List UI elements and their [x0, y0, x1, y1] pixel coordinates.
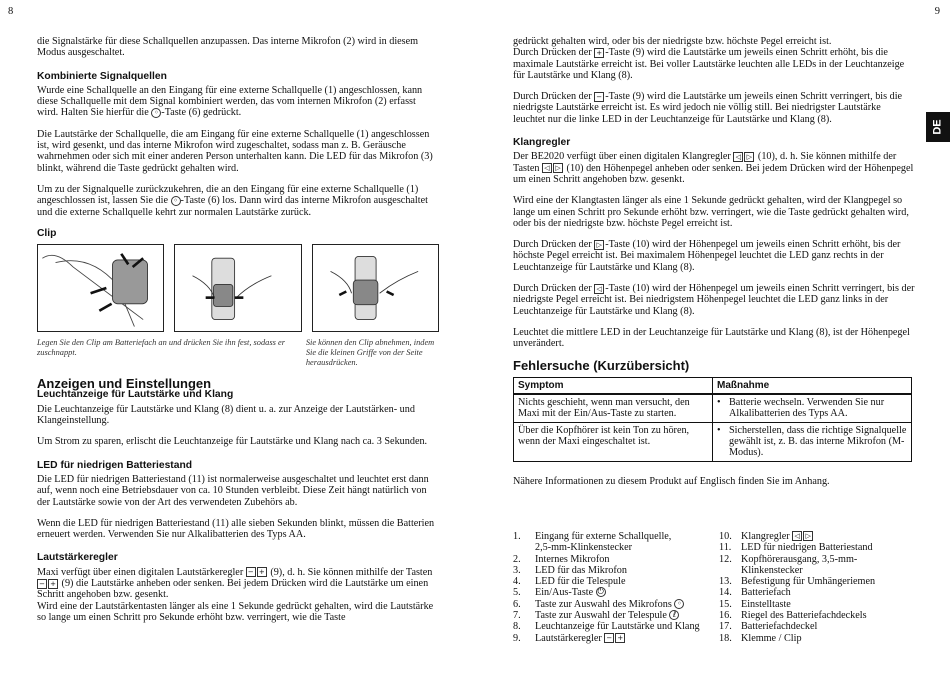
symptom-cell: Über die Kopfhörer ist kein Ton zu hören, wenn der Maxi eingeschaltet ist.	[514, 422, 713, 461]
microphone-icon: ◦	[151, 108, 161, 118]
page-number-right: 9	[934, 6, 940, 17]
page-number-left: 8	[8, 6, 14, 17]
volume-down-icon: −	[604, 633, 614, 643]
volume-up-icon: +	[615, 633, 625, 643]
klang-p1: Der BE2020 verfügt über einen digitalen Klangregler ◁ ▷ (10), d. h. Sie können mithilfe der Tasten ◁ ▷ (10) den Höhenpegel anheben oder senken. Bei jedem Drücken wird der Höhenpegel um einen Schritt angehoben bzw. gesenkt.	[513, 151, 914, 185]
intro-text: die Signalstärke für diese Schallquellen anzupassen. Das interne Mikrofon (2) wird in diesem Modus ausgeschaltet.	[37, 36, 419, 59]
list-item: 13. Befestigung für Umhängeriemen	[719, 576, 876, 588]
list-item: 5. Ein/Aus-Taste ⏻	[513, 587, 604, 599]
microphone-icon: ◦	[171, 196, 181, 206]
subheading-leuchtanzeige: Leuchtanzeige für Lautstärke und Klang	[37, 389, 234, 401]
list-item: 2. Internes Mikrofon	[513, 553, 610, 565]
list-item: 4. LED für die Telespule	[513, 576, 626, 588]
continued-text: gedrückt gehalten wird, oder bis der niedrigste bzw. höchste Pegel erreicht ist.	[513, 36, 832, 47]
tone-down-icon: ◁	[542, 163, 552, 173]
list-item: 3. LED für das Mikrofon	[513, 564, 627, 576]
klang-p4: Durch Drücken der ◁ -Taste (10) wird der Höhenpegel um jeweils einen Schritt verringert, bis der niedrigste Pegel erreicht ist. Bei niedrigstem Höhenpegel leuchtet die LED ganz links in der Leuchtanzeige für Lautstärke und Klang (8).	[513, 283, 915, 317]
klang-p2: Wird eine der Klangtasten länger als eine 1 Sekunde gedrückt gehalten, wird der Klangpegel so lange um einen Schritt pro Sekunde erhöht bzw. verringert, wie die Taste gedrückt gehalten wird, oder bis der niedrigste bzw. höchste Pegel erreicht ist.	[513, 195, 909, 229]
list-item: 8. Leuchtanzeige für Lautstärke und Klang	[513, 621, 700, 633]
volume-down-icon: −	[37, 579, 47, 589]
right-page	[475, 0, 950, 674]
col-massnahme: Maßnahme	[713, 377, 912, 394]
lautstaerke-p2: Wird eine der Lautstärkentasten länger als eine 1 Sekunde gedrückt gehalten, wird die Lautstärke so lange um einen Schritt pro Sekunde erhöht bzw. verringert, wie die Taste	[37, 600, 434, 623]
tone-up-icon: ▷	[744, 152, 754, 162]
volume-up-icon: +	[48, 579, 58, 589]
clip-illustrations	[37, 244, 439, 332]
clip-press-illustration	[174, 244, 301, 332]
language-tab: DE	[926, 112, 950, 142]
list-item: 14. Batteriefach	[719, 587, 791, 599]
list-item: 15. Einstelltaste	[719, 598, 791, 610]
power-icon: ⏻	[597, 587, 604, 597]
symptom-cell: Nichts geschieht, wenn man versucht, den Maxi mit der Ein/Aus-Taste zu starten.	[514, 394, 713, 422]
parts-list	[513, 531, 915, 644]
led-p2: Wenn die LED für niedrigen Batteriestand (11) alle sieben Sekunden blinkt, müssen die Batterien erneuert werden. Verwenden Sie nur Alkalibatterien des Typs AA.	[37, 517, 435, 541]
clip-remove-illustration	[312, 244, 439, 332]
heading-klang: Klangregler	[513, 137, 571, 149]
minus-paragraph: Durch Drücken der − -Taste (9) wird die Lautstärke um jeweils einen Schritt verringert, bis die niedrigste Lautstärke erreicht ist. Es wird jedoch nie völlig still. Bei niedrigster Lautstärke leuchtet nur die linke LED in der Leuchtanzeige für Lautstärke und Klang (8).	[513, 91, 903, 125]
klang-p5: Leuchtet die mittlere LED in der Leuchtanzeige für Lautstärke und Klang (8), ist der Höhenpegel unverändert.	[513, 326, 910, 350]
tone-up-icon: ▷	[553, 163, 563, 173]
massnahme-cell: • Sicherstellen, dass die richtige Signalquelle gewählt ist, z. B. das interne Mikrofon (M-Modus).	[713, 422, 912, 461]
volume-up-icon: +	[594, 48, 604, 58]
clip-caption-right: Sie können den Clip abnehmen, indem Sie die kleinen Griffe von der Seite herausdrücken.	[305, 338, 435, 368]
list-item: 2,5-mm-Klinkenstecker	[535, 542, 633, 554]
list-item: 17. Batteriefachdeckel	[719, 621, 818, 633]
plus-paragraph: Durch Drücken der + -Taste (9) wird die Lautstärke um jeweils einen Schritt erhöht, bis die maximale Lautstärke erreicht ist. Bei voller Lautstärke leuchten alle LEDs in der Leuchtanzeige für Lautstärke und Klang (8).	[513, 47, 905, 81]
list-item: 11. LED für niedrigen Batteriestand	[719, 542, 873, 554]
right-column	[513, 36, 915, 644]
col-symptom: Symptom	[514, 377, 713, 394]
heading-anzeigen: Anzeigen und Einstellungen	[37, 376, 212, 392]
kombinierte-p3: Um zu der Signalquelle zurückzukehren, die an den Eingang für eine externe Schallquelle (1) angeschlossen ist, lassen Sie die ◦ -Taste (6) los. Dann wird das interne Mikrofon ausgeschaltet und die externe Schallquelle kehrt zur normalen Lautstärke zurück.	[37, 183, 428, 218]
volume-down-icon: −	[594, 92, 604, 102]
parts-list-right	[719, 531, 915, 644]
clip-caption-left: Legen Sie den Clip am Batteriefach an und drücken Sie ihn fest, sodass er zuschnappt.	[37, 338, 285, 358]
volume-down-icon: −	[246, 567, 256, 577]
clip-captions	[37, 338, 439, 368]
heading-clip: Clip	[37, 227, 57, 239]
table-row	[514, 422, 912, 461]
microphone-icon: ◦	[674, 599, 684, 609]
telecoil-icon: ℓ	[669, 610, 679, 620]
anzeigen-p1: Die Leuchtanzeige für Lautstärke und Klang (8) dient u. a. zur Anzeige der Lautstärken- und Klangeinstellung.	[37, 403, 415, 427]
tone-down-icon: ◁	[594, 284, 604, 294]
parts-list-left	[513, 531, 719, 644]
left-column	[37, 36, 439, 633]
heading-lautstaerke: Lautstärkeregler	[37, 552, 118, 564]
table-header-row	[514, 377, 912, 394]
tone-down-icon: ◁	[792, 531, 802, 541]
list-item: 9. Lautstärkeregler − +	[513, 633, 719, 644]
led-p1: Die LED für niedrigen Batteriestand (11) ist normalerweise ausgeschaltet und leuchtet erst dann auf, wenn noch eine Betriebsdauer von ca. 10 Stunden verbleibt. Diese Zeit hängt natürlich von der Lautstärke sowie von der Art des verwendeten Zubehörs ab.	[37, 473, 429, 508]
info-text: Nähere Informationen zu diesem Produkt auf Englisch finden Sie im Anhang.	[513, 475, 830, 487]
list-item: 12. Kopfhörerausgang, 3,5-mm-	[719, 553, 858, 565]
list-item: 6. Taste zur Auswahl des Mikrofons ◦	[513, 599, 719, 610]
tone-up-icon: ▷	[803, 531, 813, 541]
troubleshooting-table	[513, 377, 912, 462]
list-item: 18. Klemme / Clip	[719, 632, 802, 644]
klang-p3: Durch Drücken der ▷ -Taste (10) wird der Höhenpegel um jeweils einen Schritt erhöht, bis der höchste Pegel erreicht ist. Bei maximalem Höhenpegel leuchtet die LED ganz rechts in der Leuchtanzeige für Lautstärke und Klang (8).	[513, 239, 901, 273]
table-row	[514, 394, 912, 422]
tone-down-icon: ◁	[733, 152, 743, 162]
list-item: Klinkenstecker	[741, 564, 803, 576]
list-item: 1. Eingang für externe Schallquelle,	[513, 530, 672, 542]
volume-up-icon: +	[257, 567, 267, 577]
list-item: 7. Taste zur Auswahl der Telespule ℓ	[513, 610, 719, 621]
clip-attach-illustration	[37, 244, 164, 332]
anzeigen-p2: Um Strom zu sparen, erlischt die Leuchtanzeige für Lautstärke und Klang nach ca. 3 Sekunden.	[37, 436, 428, 448]
heading-led: LED für niedrigen Batteriestand	[37, 459, 193, 471]
heading-fehlersuche: Fehlersuche (Kurzübersicht)	[513, 357, 690, 373]
tone-up-icon: ▷	[594, 240, 604, 250]
massnahme-cell: • Batterie wechseln. Verwenden Sie nur Alkalibatterien des Typs AA.	[713, 394, 912, 422]
list-item: 16. Riegel des Batteriefachdeckels	[719, 609, 867, 621]
kombinierte-p2: Die Lautstärke der Schallquelle, die am Eingang für eine externe Schallquelle (1) angeschlossen ist, wird gesenkt, und das interne Mikrofon wird zugeschaltet, sodass man z. B. Geräusche wahrnehmen oder sich mit einer anderen Person unterhalten kann. Die LED für das Mikrofon (3) blinkt, während die Taste gedrückt gehalten wird.	[37, 128, 433, 174]
lautstaerke-p1: Maxi verfügt über einen digitalen Lautstärkeregler − + (9), d. h. Sie können mithilfe der Tasten − + (9) die Lautstärke anheben oder senken. Bei jedem Drücken wird die Lautstärke um einen Schritt angehoben bzw. gesenkt.	[37, 566, 433, 601]
list-item: 10. Klangregler ◁ ▷	[719, 531, 915, 542]
kombinierte-p1: Wurde eine Schallquelle an den Eingang für eine externe Schallquelle (1) angeschlossen, kann diese Schallquelle mit dem Signal kombiniert werden, das vom internen Mikrofon (2) erfasst wird. Halten Sie hierfür die ◦ -Taste (6) gedrückt.	[37, 84, 423, 119]
heading-kombinierte: Kombinierte Signalquellen	[37, 70, 167, 82]
